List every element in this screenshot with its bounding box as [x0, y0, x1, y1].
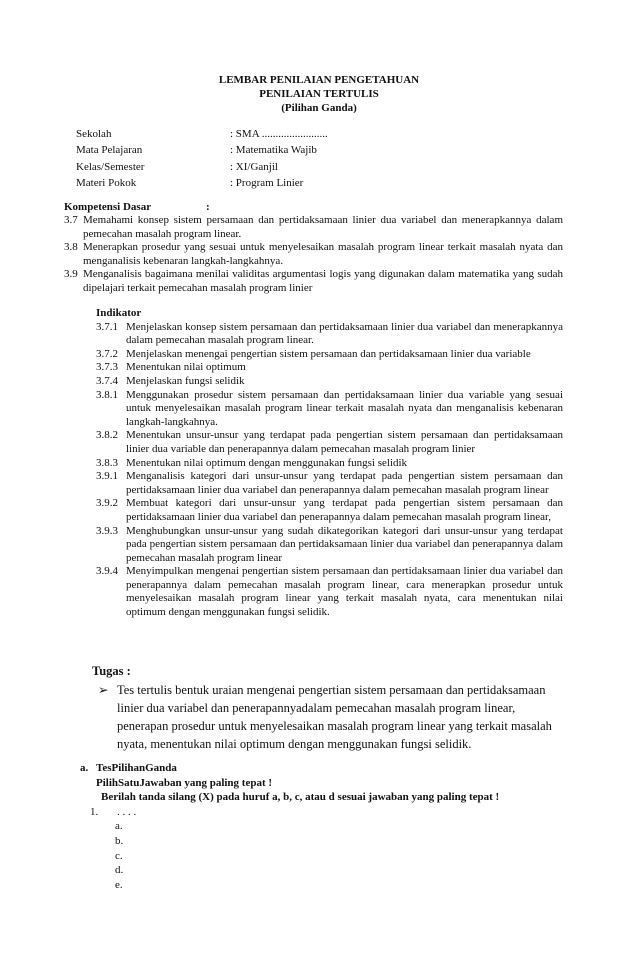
item-number: 3.7 — [64, 214, 78, 226]
section-label: a. — [80, 762, 89, 774]
tugas-heading: Tugas : — [92, 664, 131, 678]
item-text: Membuat kategori dari unsur-unsur yang terdapat pada pengertian sistem persamaan dan pertidaksamaan linier dua variabel dan penerapannya dalam pemecahan masalah program linear, — [126, 497, 563, 523]
answer-option-e: e. — [115, 878, 123, 891]
question-item — [80, 805, 580, 820]
answer-option-d: d. — [115, 864, 124, 877]
indikator-item — [96, 525, 563, 566]
kompetensi-colon: : — [206, 201, 210, 213]
indikator-item — [96, 361, 563, 375]
info-value: : SMA ........................ — [230, 128, 328, 140]
item-text: Menentukan nilai optimum — [126, 361, 246, 374]
kompetensi-title: Kompetensi Dasar — [64, 201, 152, 213]
kompetensi-item — [64, 241, 563, 268]
indikator-item — [96, 457, 563, 471]
indikator-section — [96, 307, 563, 620]
section-title: TesPilihanGanda — [96, 762, 177, 774]
item-text: Menerapkan prosedur yang sesuai untuk menyelesaikan masalah program linear terkait masalah nyata dan menganalisis kebenaran langkah-langkahnya. — [83, 241, 563, 267]
instruction-line: PilihSatuJawaban yang paling tepat ! — [96, 776, 273, 789]
answer-option-c: c. — [115, 849, 123, 862]
question-text: . . . . — [117, 805, 137, 818]
indikator-item — [96, 375, 563, 389]
item-number: 3.9.2 — [96, 497, 118, 510]
indikator-item — [96, 429, 563, 456]
item-text: Menjelaskan menengai pengertian sistem persamaan dan pertidaksamaan linier dua variable — [126, 347, 531, 360]
item-number: 3.7.3 — [96, 361, 118, 374]
item-text: Menghubungkan unsur-unsur yang sudah dikategorikan kategori dari unsur-unsur yang terdapat pada pengertian sistem persamaan dan pertidaksamaan linier dua variabel dan penerapannya dalam pemecahan masalah program linear — [126, 524, 563, 564]
indikator-item — [96, 389, 563, 430]
tugas-bullet-item — [98, 681, 568, 753]
item-number: 3.9.3 — [96, 524, 118, 537]
arrow-bullet-icon: ➢ — [98, 683, 109, 697]
section-pilihan-ganda — [80, 761, 580, 892]
question-number: 1. — [90, 805, 99, 818]
item-number: 3.8.2 — [96, 429, 118, 442]
document-title: LEMBAR PENILAIAN PENGETAHUAN — [218, 74, 420, 86]
kompetensi-item — [64, 268, 563, 295]
item-text: Memahami konsep sistem persamaan dan pertidaksamaan linier dua variabel dan menerapkannya dalam pemecahan masalah program linear. — [83, 214, 563, 240]
indikator-item — [96, 565, 563, 619]
item-text: Menjelaskan konsep sistem persamaan dan pertidaksamaan linier dua variabel dan menerapkannya dalam pemecahan masalah program linear. — [126, 320, 563, 347]
item-text: Menggunakan prosedur sistem persamaan dan pertidaksamaan linier dua variable yang sesuai untuk menyelesaikan masalah program linear terkait masalah nyata dan menganalisis kebenaran langkah-langkahnya. — [126, 388, 563, 428]
info-value: : XI/Ganjil — [230, 160, 278, 173]
document-subtitle: PENILAIAN TERTULIS — [259, 88, 379, 100]
info-label: Kelas/Semester — [76, 160, 145, 173]
item-number: 3.9 — [64, 268, 78, 280]
item-number: 3.8.3 — [96, 456, 118, 469]
info-value: : Program Linier — [230, 176, 304, 189]
indikator-heading: Indikator — [96, 307, 142, 319]
indikator-item — [96, 348, 563, 362]
item-number: 3.7.1 — [96, 320, 118, 333]
answer-option-a: a. — [115, 820, 123, 833]
indikator-item — [96, 470, 563, 497]
kompetensi-heading — [64, 201, 210, 213]
item-number: 3.8 — [64, 241, 78, 253]
info-value: : Matematika Wajib — [230, 144, 317, 157]
item-number: 3.9.4 — [96, 565, 118, 578]
item-number: 3.9.1 — [96, 470, 118, 483]
item-number: 3.7.4 — [96, 374, 118, 387]
indikator-item — [96, 497, 563, 524]
document-type: (Pilihan Ganda) — [281, 102, 357, 114]
kompetensi-list — [64, 214, 563, 295]
info-label: Sekolah — [76, 128, 112, 140]
item-text: Menentukan nilai optimum dengan menggunakan fungsi selidik — [126, 456, 408, 469]
instruction-detail: Berilah tanda silang (X) pada huruf a, b, c, atau d sesuai jawaban yang paling tepat ! — [101, 791, 500, 804]
section-title-row — [80, 761, 580, 776]
tugas-text: Tes tertulis bentuk uraian mengenai pengertian sistem persamaan dan pertidaksamaan linier dua variabel dan penerapannyadalam pemecahan masalah program linear, penerapan prosedur untuk menyelesaikan masalah program linear yang terkait masalah nyata, menentukan nilai optimum dengan menggunakan fungsi selidik. — [117, 683, 552, 751]
item-text: Menentukan unsur-unsur yang terdapat pada pengertian sistem persamaan dan pertidaksamaan linier dua variable dan penerapannya dalam pemecahan masalah program linier — [126, 429, 563, 455]
info-label: Materi Pokok — [76, 176, 137, 189]
item-text: Menganalisis kategori dari unsur-unsur yang terdapat pada pengertian sistem persamaan dan pertidaksamaan linier dua variabel dan penerapannya dalam pemecahan masalah program linear — [126, 470, 563, 496]
item-text: Menjelaskan fungsi selidik — [126, 374, 245, 387]
item-text: Menganalisis bagaimana menilai validitas argumentasi logis yang digunakan dalam matematika yang sudah dipelajari terkait pemecahan masalah program linier — [83, 268, 563, 294]
item-number: 3.7.2 — [96, 347, 118, 360]
item-text: Menyimpulkan mengenai pengertian sistem persamaan dan pertidaksamaan linier dua variabel dan penerapannya dalam pemecahan masalah program linear, cara menerapkan prosedur untuk menyelesaikan masalah program linear yang terkait masalah nyata, cara menentukan nilai optimum dengan menggunakan fungsi selidik. — [126, 565, 563, 619]
kompetensi-item — [64, 214, 563, 241]
item-number: 3.8.1 — [96, 388, 118, 401]
info-label: Mata Pelajaran — [76, 144, 143, 157]
answer-option-b: b. — [115, 834, 124, 847]
indikator-item — [96, 321, 563, 348]
